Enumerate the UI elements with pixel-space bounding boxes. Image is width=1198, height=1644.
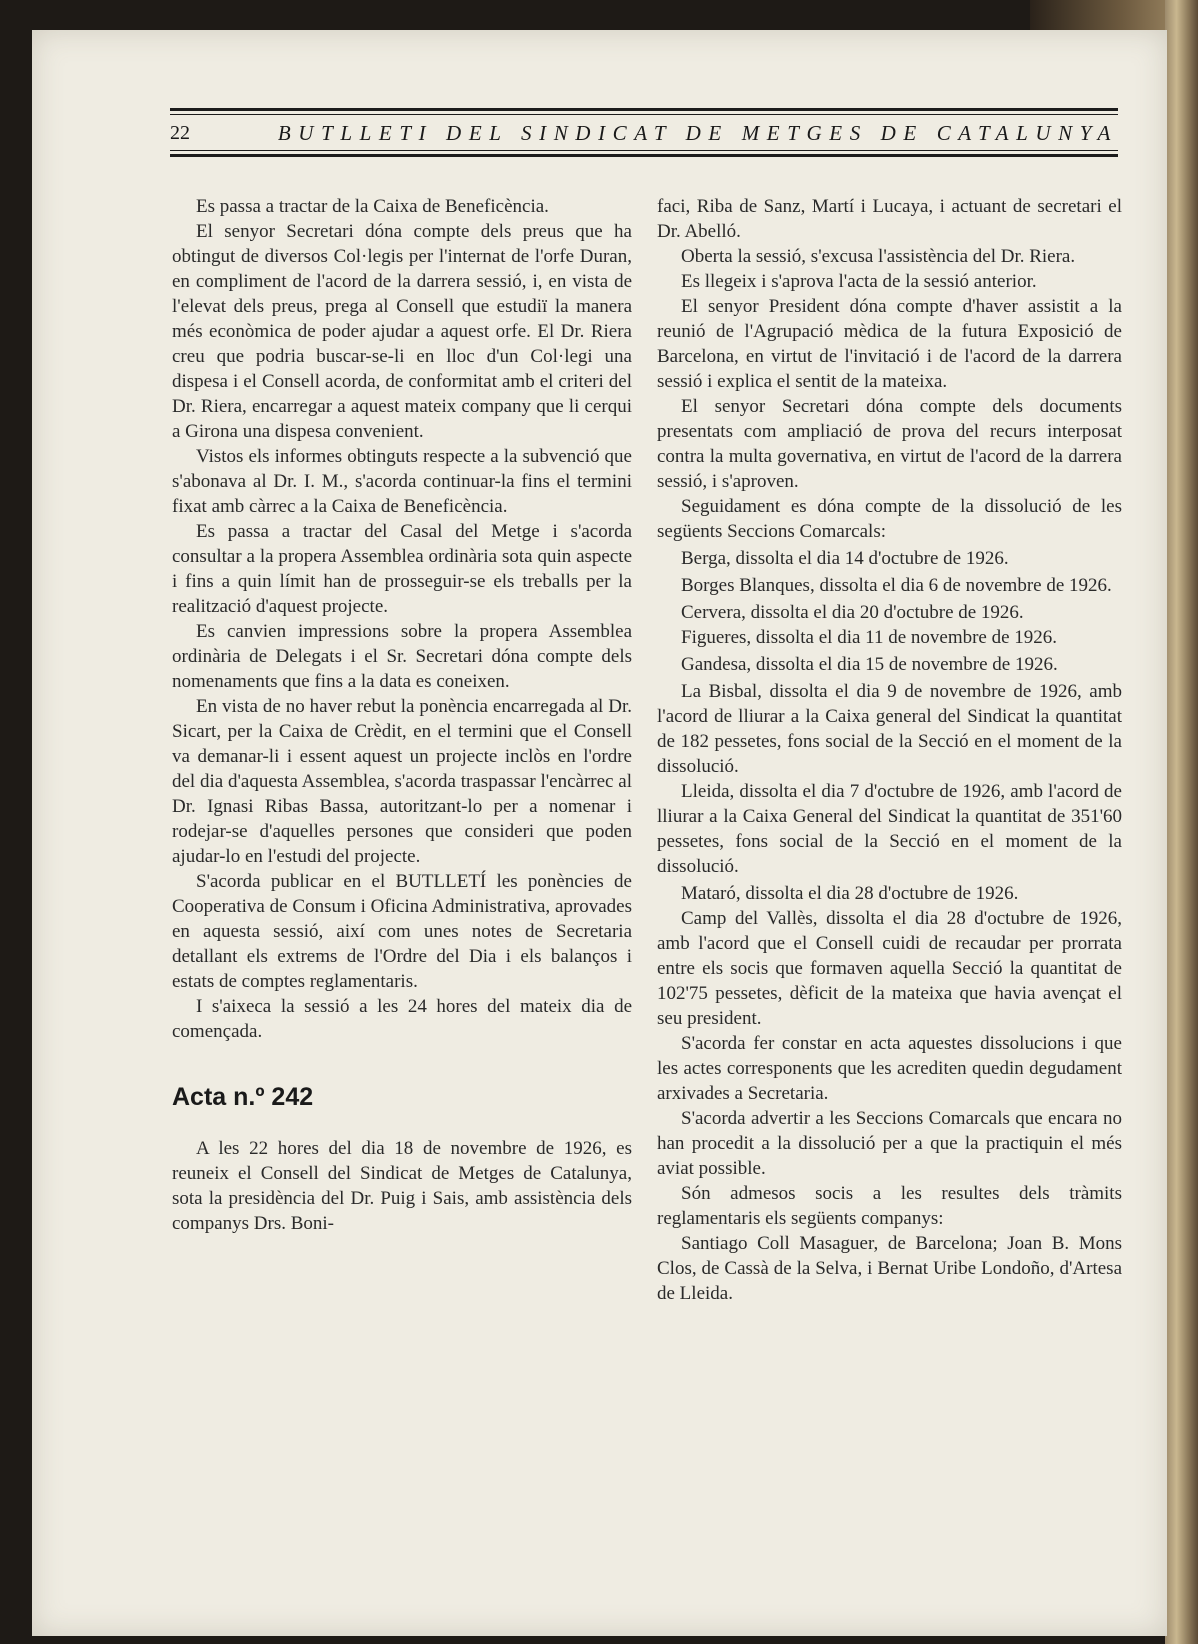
paragraph: Borges Blanques, dissolta el dia 6 de novembre de 1926. (681, 575, 1112, 596)
paragraph: Oberta la sessió, s'excusa l'assistència del Dr. Riera. (681, 246, 1076, 267)
running-header (170, 108, 1118, 160)
paragraph: Seguidament es dóna compte de la dissolució de les següents Seccions Comarcals: (657, 496, 1122, 542)
paragraph: Lleida, dissolta el dia 7 d'octubre de 1926, amb l'acord de lliurar a la Caixa General del Sindicat la quantitat de 351'60 pessetes, fons social de la Secció en el moment de la dissolució. (657, 781, 1122, 877)
paragraph: Són admesos socis a les resultes dels tràmits reglamentaris els següents companys: (657, 1183, 1122, 1229)
paragraph: S'acorda fer constar en acta aquestes dissolucions i que les actes corresponents que les acrediten quedin degudament arxivades a Secretaria. (657, 1033, 1122, 1104)
page-number: 22 (170, 121, 190, 144)
paragraph: Es canvien impressions sobre la propera Assemblea ordinària de Delegats i el Sr. Secretari dóna compte dels nomenaments que fins a la data es coneixen. (172, 621, 632, 692)
paragraph: S'acorda advertir a les Seccions Comarcals que encara no han procedit a la dissolució per a que la practiquin el més aviat possible. (657, 1108, 1122, 1179)
header-row (170, 120, 1118, 146)
paragraph-continuation: faci, Riba de Sanz, Martí i Lucaya, i actuant de secretari el Dr. Abelló. (657, 196, 1122, 242)
paragraph: Berga, dissolta el dia 14 d'octubre de 1926. (681, 548, 1009, 569)
paragraph: En vista de no haver rebut la ponència encarregada al Dr. Sicart, per la Caixa de Crèdit, en el termini que el Consell va demanar-li i essent aquest un projecte inclòs en l'ordre del dia d'aquesta Assemblea, s'acorda traspassar l'encàrrec al Dr. Ignasi Ribas Bassa, autoritzant-lo per a nomenar i rodejar-se d'aquelles persones que consideri que poden ajudar-lo en l'estudi del projecte. (172, 696, 632, 867)
paragraph: Santiago Coll Masaguer, de Barcelona; Joan B. Mons Clos, de Cassà de la Selva, i Bernat Uribe Londoño, d'Artesa de Lleida. (657, 1233, 1122, 1304)
book-spine (1165, 0, 1198, 1644)
paragraph: El senyor Secretari dóna compte dels documents presentats com ampliació de prova del recurs interposat contra la multa governativa, en virtut de l'acord de la darrera sessió, i s'aproven. (657, 396, 1122, 492)
paragraph: I s'aixeca la sessió a les 24 hores del mateix dia de començada. (172, 996, 632, 1042)
paragraph: Figueres, dissolta el dia 11 de novembre de 1926. (681, 627, 1058, 648)
paragraph: La Bisbal, dissolta el dia 9 de novembre de 1926, amb l'acord de lliurar a la Caixa general del Sindicat la quantitat de 182 pessetes, fons social de la Secció en el moment de la dissolució. (657, 681, 1122, 777)
paragraph: El senyor Secretari dóna compte dels preus que ha obtingut de diversos Col·legis per l'internat de l'orfe Duran, en compliment de l'acord de la darrera sessió, i, en vista de l'elevat dels preus, prega al Consell que estudiï la manera més econòmica de poder ajudar a aquest orfe. El Dr. Riera creu que podria buscar-se-li en lloc d'un Col·legi una dispesa i el Consell acorda, de conformitat amb el criteri del Dr. Riera, encarregar a aquest mateix company que li cerqui a Girona una dispesa convenient. (172, 221, 632, 442)
section-title: Acta n.º 242 (172, 1083, 314, 1111)
paragraph: S'acorda publicar en el BUTLLETÍ les ponències de Cooperativa de Consum i Oficina Administrativa, aprovades en aquesta sessió, així com unes notes de Secretaria detallant els extrems de l'Ordre del Dia i els balanços i estats de comptes reglamentaris. (172, 871, 632, 992)
paragraph: Vistos els informes obtinguts respecte a la subvenció que s'abonava al Dr. I. M., s'acorda continuar-la fins el termini fixat amb càrrec a la Caixa de Beneficència. (172, 446, 632, 517)
left-column (172, 194, 632, 1236)
right-column (657, 194, 1122, 1306)
paragraph: Camp del Vallès, dissolta el dia 28 d'octubre de 1926, amb l'acord que el Consell cuidi de recaudar per prorrata entre els socis que formaven aquella Secció la quantitat de 102'75 pessetes, dèficit de la mateixa que havia avençat el seu president. (657, 908, 1122, 1029)
paragraph: Es passa a tractar del Casal del Metge i s'acorda consultar a la propera Assemblea ordinària sota quin aspecte i fins a quin límit han de prosseguir-se els treballs per la realització d'aquest projecte. (172, 521, 632, 617)
header-rule (170, 114, 1118, 115)
header-rule (170, 108, 1118, 111)
paragraph: A les 22 hores del dia 18 de novembre de 1926, es reuneix el Consell del Sindicat de Metges de Catalunya, sota la presidència del Dr. Puig i Sais, amb assistència dels companys Drs. Boni- (172, 1138, 632, 1234)
paragraph: El senyor President dóna compte d'haver assistit a la reunió de l'Agrupació mèdica de la futura Exposició de Barcelona, en virtut de l'invitació i de l'acord de la darrera sessió i explica el sentit de la mateixa. (657, 296, 1122, 392)
journal-title: BUTLLETI DEL SINDICAT DE METGES DE CATALUNYA (277, 120, 1118, 145)
paragraph: Cervera, dissolta el dia 20 d'octubre de 1926. (681, 602, 1024, 623)
paragraph: Mataró, dissolta el dia 28 d'octubre de 1926. (681, 883, 1019, 904)
paragraph: Gandesa, dissolta el dia 15 de novembre de 1926. (681, 654, 1058, 675)
header-rule (170, 154, 1118, 157)
paragraph: Es passa a tractar de la Caixa de Beneficència. (196, 196, 549, 217)
paragraph: Es llegeix i s'aprova l'acta de la sessió anterior. (681, 271, 1037, 292)
header-rule (170, 150, 1118, 151)
